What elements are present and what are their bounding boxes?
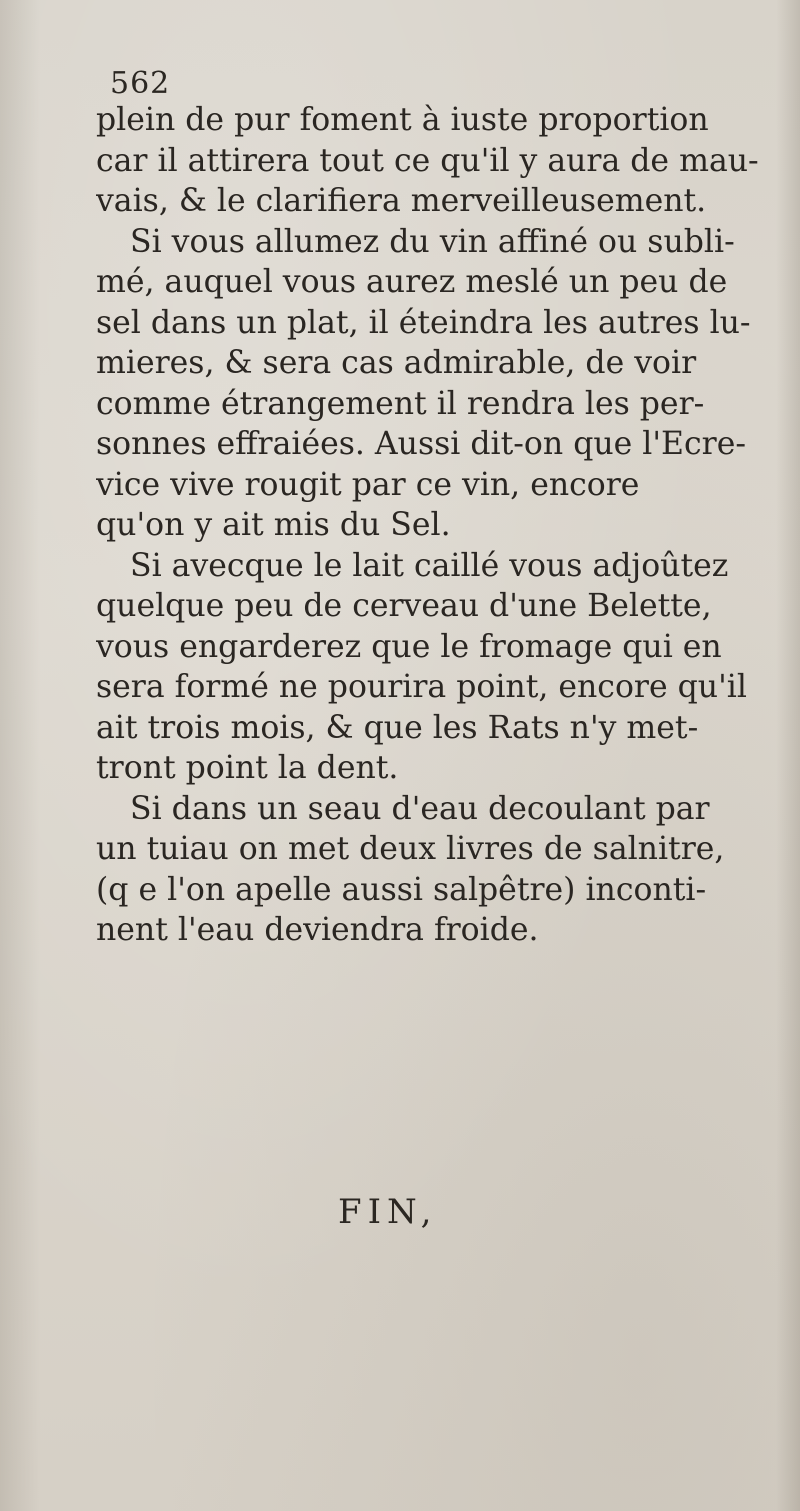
- page-right-shadow: [776, 0, 800, 1511]
- page-left-shadow: [0, 0, 40, 1511]
- text-line: ait trois mois, & que les Rats n'y met-: [96, 709, 699, 746]
- text-line: Si dans un seau d'eau decoulant par: [130, 790, 710, 827]
- text-line: vous engarderez que le fromage qui en: [96, 628, 722, 665]
- text-line: sel dans un plat, il éteindra les autres lu-: [96, 304, 751, 341]
- page-body-text: [96, 100, 776, 951]
- text-line: car il attirera tout ce qu'il y aura de mau-: [96, 142, 759, 179]
- text-line: sonnes effraiées. Aussi dit-on que l'Ecre-: [96, 426, 747, 462]
- text-line: mé, auquel vous aurez meslé un peu de: [96, 264, 728, 300]
- text-line: nent l'eau deviendra froide.: [96, 912, 539, 948]
- paragraph-2: [96, 222, 776, 546]
- page-number: 562: [110, 66, 171, 101]
- end-word: FIN,: [338, 1192, 438, 1232]
- text-line: un tuiau on met deux livres de salnitre,: [96, 831, 725, 867]
- paragraph-3: [96, 546, 776, 789]
- text-line: qu'on y ait mis du Sel.: [96, 507, 451, 543]
- text-line: quelque peu de cerveau d'une Belette,: [96, 588, 712, 624]
- text-line: mieres, & sera cas admirable, de voir: [96, 345, 697, 381]
- text-line: (q e l'on apelle aussi salpêtre) inconti-: [96, 871, 707, 908]
- text-line: vais, & le clarifiera merveilleusement.: [96, 183, 707, 219]
- text-line: Si vous allumez du vin affiné ou subli-: [130, 223, 735, 260]
- text-line: tront point la dent.: [96, 750, 399, 786]
- text-line: plein de pur foment à iuste proportion: [96, 102, 709, 138]
- paragraph-1: [96, 100, 776, 222]
- text-line: vice vive rougit par ce vin, encore: [96, 466, 640, 503]
- text-line: sera formé ne pourira point, encore qu'il: [96, 669, 747, 705]
- paragraph-4: [96, 789, 776, 951]
- text-line: comme étrangement il rendra les per-: [96, 385, 705, 422]
- text-line: Si avecque le lait caillé vous adjoûtez: [130, 547, 729, 584]
